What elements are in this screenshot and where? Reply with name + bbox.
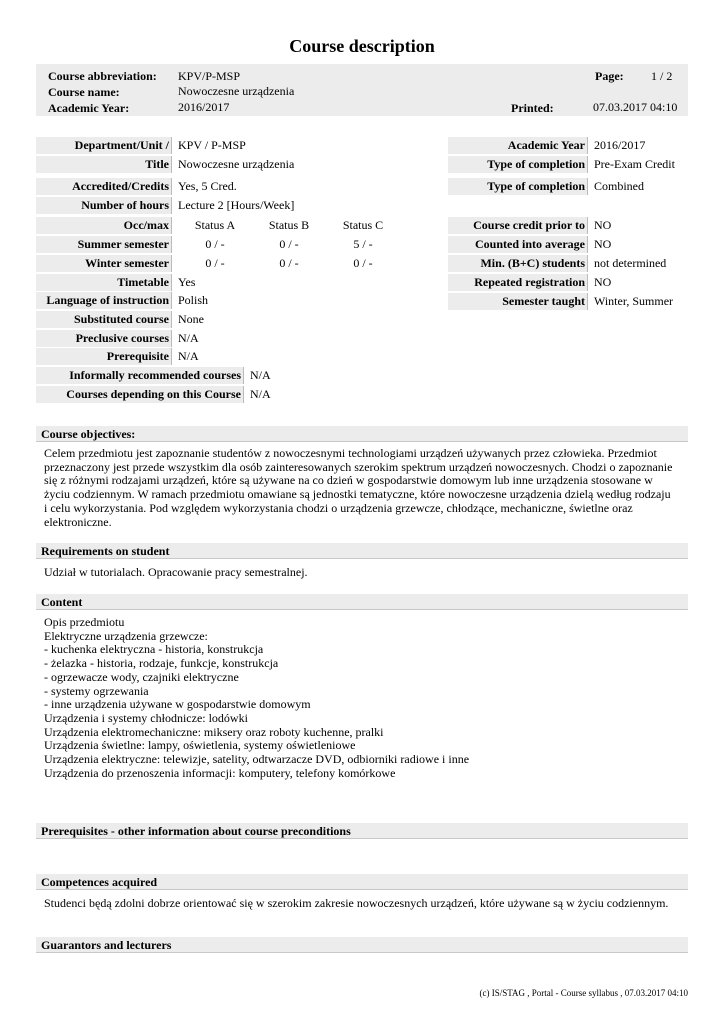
depending-value: N/A (250, 387, 271, 401)
preclusive-value: N/A (178, 331, 199, 345)
objectives-line: elektroniczne. (44, 514, 112, 529)
academic-year-label: Academic Year: (48, 101, 130, 115)
timetable-value: Yes (178, 275, 196, 289)
credit-prior-label: Course credit prior to (448, 217, 588, 234)
content-line: - żelazka - historia, rodzaje, funkcje, konstrukcja (44, 656, 279, 671)
content-line: - ogrzewacze wody, czajniki elektryczne (44, 669, 239, 684)
type-completion-value-2: Combined (594, 179, 644, 193)
page-label: Page: (595, 69, 624, 83)
counted-label: Counted into average (448, 236, 588, 253)
language-label: Language of instruction (36, 292, 172, 309)
course-abbreviation-value: KPV/P-MSP (178, 69, 241, 83)
type-completion-value-1: Pre-Exam Credit (594, 157, 675, 171)
depending-label: Courses depending on this Course (36, 386, 244, 403)
occ-label: Occ/max (36, 217, 172, 234)
content-line: Urządzenia do przenoszenia informacji: komputery, telefony komórkowe (44, 765, 396, 780)
summer-label: Summer semester (36, 236, 172, 253)
occ-status-a: Status A (194, 218, 236, 232)
repeated-label: Repeated registration (448, 274, 588, 291)
content-line: Elektryczne urządzenia grzewcze: (44, 628, 208, 643)
section-competences-header: Competences acquired (36, 874, 688, 890)
credit-prior-value: NO (594, 218, 612, 232)
timetable-label: Timetable (36, 274, 172, 291)
academic-year-label-right: Academic Year (448, 137, 588, 154)
objectives-line: i celu wykorzystania. Pod względem wykorzystania chodzi o urządzenia grzewcze, chłodzące, mechaniczne, świetlne oraz (44, 500, 633, 515)
language-value: Polish (178, 293, 209, 307)
objectives-line: Celem przedmiotu jest zapoznanie studentów z nowoczesnymi technologiami urządzeń używanych przez człowieka. Przedmiot (44, 446, 657, 460)
prerequisite-label: Prerequisite (36, 348, 172, 365)
content-line: Opis przedmiotu (44, 615, 125, 629)
min-students-label: Min. (B+C) students (448, 255, 588, 272)
row-winter (36, 255, 408, 272)
content-line: - kuchenka elektryczna - historia, konstrukcja (44, 642, 264, 657)
objectives-line: życiu codziennym. W ramach przedmiotu omawiane są jednostki tematyczne, które nowoczesne urządzenia dzielą według rodzaju (44, 487, 671, 502)
summer-status-b: 0 / - (279, 237, 299, 251)
section-content-header: Content (36, 594, 688, 610)
credits-value: Yes, 5 Cred. (178, 179, 237, 193)
repeated-value: NO (594, 275, 612, 289)
semester-label: Semester taught (448, 293, 588, 310)
content-line: Urządzenia elektromechaniczne: miksery oraz roboty kuchenne, pralki (44, 724, 384, 739)
title-label: Title (36, 156, 172, 173)
hours-value: Lecture 2 [Hours/Week] (178, 198, 295, 212)
department-value: KPV / P-MSP (178, 138, 246, 152)
objectives-text (44, 447, 684, 529)
type-completion-label-1: Type of completion (448, 156, 588, 173)
content-line: - systemy ogrzewania (44, 683, 149, 698)
occ-status-c: Status C (342, 218, 384, 232)
printed-value: 07.03.2017 04:10 (593, 100, 678, 114)
occ-status-b: Status B (268, 218, 310, 232)
type-completion-label-2: Type of completion (448, 178, 588, 195)
counted-value: NO (594, 237, 612, 251)
min-students-value: not determined (594, 256, 667, 270)
credits-label: Accredited/Credits (36, 178, 172, 195)
winter-status-c: 0 / - (353, 256, 373, 270)
academic-year-value: 2016/2017 (178, 100, 230, 114)
department-label: Department/Unit / (36, 137, 172, 154)
informally-value: N/A (250, 368, 271, 382)
competences-text: Studenci będą zdolni dobrze orientować się w szerokim zakresie nowoczesnych urządzeń, które używane są w życiu codziennym. (44, 896, 669, 910)
hours-label: Number of hours (36, 197, 172, 214)
course-abbreviation-label: Course abbreviation: (48, 69, 157, 83)
winter-status-a: 0 / - (205, 256, 225, 270)
objectives-line: przeznaczony jest przede wszystkim dla osób zainteresowanych szerokim spektrum urządzeń nowoczesnych. Chodzi o zapoznanie (44, 459, 673, 474)
course-name-value: Nowoczesne urządzenia (178, 84, 295, 98)
section-objectives-header: Course objectives: (36, 426, 688, 442)
content-line: Urządzenia świetlne: lampy, oświetlenia, systemy oświetleniowe (44, 738, 356, 753)
objectives-line: się z różnymi rodzajami urządzeń, które są używane na co dzień w gospodarstwie domowym lub inne urządzenia stosowane w (44, 473, 653, 488)
requirements-text: Udział w tutorialach. Opracowanie pracy semestralnej. (44, 565, 308, 579)
winter-label: Winter semester (36, 255, 172, 272)
content-line: - inne urządzenia używane w gospodarstwie domowym (44, 697, 311, 712)
prerequisite-value: N/A (178, 349, 199, 363)
summer-status-c: 5 / - (353, 237, 373, 251)
section-guarantors-header: Guarantors and lecturers (36, 937, 688, 953)
footer-text: (c) IS/STAG , Portal - Course syllabus , 07.03.2017 04:10 (479, 988, 688, 998)
title-value: Nowoczesne urządzenia (178, 157, 295, 171)
semester-value: Winter, Summer (594, 294, 674, 308)
section-prerequisites-header: Prerequisites - other information about course preconditions (36, 823, 688, 839)
winter-status-b: 0 / - (279, 256, 299, 270)
substituted-value: None (178, 312, 204, 326)
section-requirements-header: Requirements on student (36, 543, 688, 559)
course-name-label: Course name: (48, 85, 120, 99)
page-title: Course description (289, 36, 435, 56)
summer-status-a: 0 / - (205, 237, 225, 251)
academic-year-value-right: 2016/2017 (594, 138, 646, 152)
content-line: Urządzenia i systemy chłodnicze: lodówki (44, 710, 248, 725)
preclusive-label: Preclusive courses (36, 330, 172, 347)
substituted-label: Substituted course (36, 311, 172, 328)
printed-label: Printed: (511, 101, 554, 115)
informally-label: Informally recommended courses (36, 367, 244, 384)
row-summer (36, 236, 408, 253)
content-text (44, 616, 684, 780)
page-value: 1 / 2 (651, 69, 673, 83)
row-occ (36, 217, 408, 234)
content-line: Urządzenia elektryczne: telewizje, satelity, odtwarzacze DVD, odbiorniki radiowe i inne (44, 752, 470, 767)
